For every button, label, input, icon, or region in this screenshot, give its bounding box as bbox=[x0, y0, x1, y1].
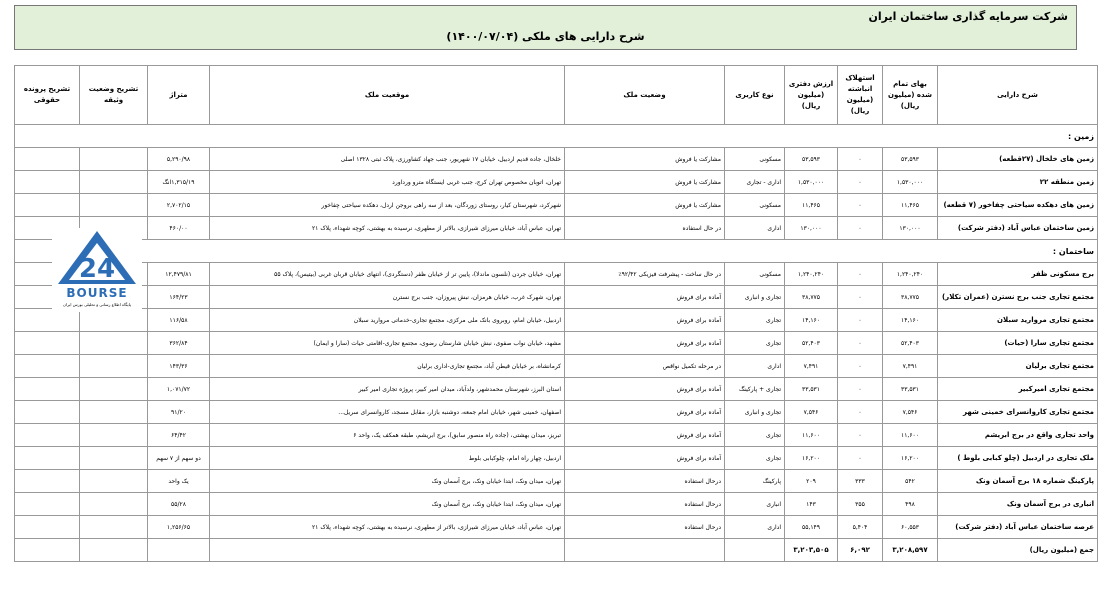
empty-cell bbox=[725, 539, 785, 562]
depreciation-cell: ۰ bbox=[838, 447, 883, 470]
asset-name: مجتمع تجاری برلیان bbox=[938, 355, 1098, 378]
area-cell: ۳۶۲/۸۴ bbox=[148, 332, 210, 355]
legal-cell bbox=[15, 355, 80, 378]
legal-cell bbox=[15, 194, 80, 217]
status-cell: در حال استفاده bbox=[565, 217, 725, 240]
book-value-cell: ۱۴,۱۶۰ bbox=[785, 309, 838, 332]
table-row bbox=[15, 516, 1098, 539]
company-name: شرکت سرمایه گذاری ساختمان ایران bbox=[868, 10, 1068, 23]
depreciation-cell: ۰ bbox=[838, 424, 883, 447]
asset-name: عرصه ساختمان عباس آباد (دفتر شرکت) bbox=[938, 516, 1098, 539]
status-cell: آماده برای فروش bbox=[565, 447, 725, 470]
location-cell: تهران، عباس آباد، خیابان میرزای شیرازی، بالاتر از مطهری، نرسیده به بهشتی، کوچه شهداء، پلاک ۲۱ bbox=[210, 217, 565, 240]
table-row bbox=[15, 332, 1098, 355]
status-cell: در مرحله تکمیل نواقص bbox=[565, 355, 725, 378]
depreciation-cell: ۰ bbox=[838, 194, 883, 217]
usage-cell: اداری bbox=[725, 355, 785, 378]
asset-name: مجتمع تجاری کاروانسرای خمینی شهر bbox=[938, 401, 1098, 424]
col-header: شرح دارایی bbox=[938, 66, 1098, 125]
empty-cell bbox=[148, 539, 210, 562]
col-header: تشریح پرونده حقوقی bbox=[15, 66, 80, 125]
col-header: متراژ bbox=[148, 66, 210, 125]
cost-cell: ۱۶,۲۰۰ bbox=[883, 447, 938, 470]
legal-cell bbox=[15, 424, 80, 447]
depreciation-cell: ۳۳۳ bbox=[838, 470, 883, 493]
collateral-cell bbox=[80, 516, 148, 539]
table-row bbox=[15, 194, 1098, 217]
section-title: ساختمان : bbox=[15, 240, 1098, 263]
col-header: استهلاک انباشته (میلیون ریال) bbox=[838, 66, 883, 125]
book-value-cell: ۵۵,۱۴۹ bbox=[785, 516, 838, 539]
book-value-cell: ۲۰۹ bbox=[785, 470, 838, 493]
asset-name: پارکینگ شماره ۱۸ برج آسمان ونک bbox=[938, 470, 1098, 493]
book-value-cell: ۱۴۳ bbox=[785, 493, 838, 516]
usage-cell: مسکونی bbox=[725, 263, 785, 286]
cost-cell: ۴۹۸ bbox=[883, 493, 938, 516]
depreciation-cell: ۰ bbox=[838, 217, 883, 240]
depreciation-cell: ۳۵۵ bbox=[838, 493, 883, 516]
collateral-cell bbox=[80, 355, 148, 378]
location-cell: تهران، میدان ونک، ابتدا خیابان ونک، برج آسمان ونک bbox=[210, 493, 565, 516]
location-cell: شهرکرد، شهرستان کیار، روستای زوردگان، بعد از سه راهی بروجن اردل، دهکده سیاحتی چفاخور bbox=[210, 194, 565, 217]
table-row bbox=[15, 171, 1098, 194]
col-header: نوع کاربری bbox=[725, 66, 785, 125]
usage-cell: تجاری و انباری bbox=[725, 286, 785, 309]
total-label: جمع (میلیون ریال) bbox=[938, 539, 1098, 562]
total-depreciation: ۶,۰۹۲ bbox=[838, 539, 883, 562]
empty-cell bbox=[80, 539, 148, 562]
location-cell: اصفهان، خمینی شهر، خیابان امام جمعه، دوشنبه بازار، مقابل مسجد، کاروانسرای سریل... bbox=[210, 401, 565, 424]
section-header-row bbox=[15, 240, 1098, 263]
depreciation-cell: ۰ bbox=[838, 378, 883, 401]
bourse24-logo-mark bbox=[52, 228, 142, 286]
area-cell: ۹۱/۲۰ bbox=[148, 401, 210, 424]
total-book-value: ۳,۲۰۳,۵۰۵ bbox=[785, 539, 838, 562]
depreciation-cell: ۰ bbox=[838, 401, 883, 424]
status-cell: مشارکت یا فروش bbox=[565, 148, 725, 171]
svg-text:24: 24 bbox=[78, 254, 116, 284]
status-cell: مشارکت یا فروش bbox=[565, 171, 725, 194]
location-cell: استان البرز، شهرستان محمدشهر، ولدآباد، میدان امیر کبیر، پروژه تجاری امیر کبیر bbox=[210, 378, 565, 401]
usage-cell: اداری bbox=[725, 516, 785, 539]
table-row bbox=[15, 148, 1098, 171]
section-title: زمین : bbox=[15, 125, 1098, 148]
status-cell: آماده برای فروش bbox=[565, 378, 725, 401]
report-subtitle: شرح دارایی های ملکی (۱۴۰۰/۰۷/۰۴) bbox=[446, 30, 645, 43]
usage-cell: تجاری bbox=[725, 424, 785, 447]
book-value-cell: ۱۶,۲۰۰ bbox=[785, 447, 838, 470]
legal-cell bbox=[15, 470, 80, 493]
location-cell: اردبیل، چهار راه امام، چلوکبابی بلوط bbox=[210, 447, 565, 470]
cost-cell: ۵۳,۵۹۳ bbox=[883, 148, 938, 171]
empty-cell bbox=[15, 539, 80, 562]
table-row bbox=[15, 355, 1098, 378]
asset-name: زمین های دهکده سیاحتی چفاخور (۷ قطعه) bbox=[938, 194, 1098, 217]
assets-table bbox=[14, 65, 1098, 562]
area-cell: ۱۱۶/۵۸ bbox=[148, 309, 210, 332]
depreciation-cell: ۰ bbox=[838, 263, 883, 286]
status-cell: درحال استفاده bbox=[565, 516, 725, 539]
location-cell: تهران، عباس آباد، خیابان میرزای شیرازی، بالاتر از مطهری، نرسیده به بهشتی، کوچه شهداء، پلاک ۲۱ bbox=[210, 516, 565, 539]
asset-name: زمین منطقه ۲۲ bbox=[938, 171, 1098, 194]
col-header: بهای تمام شده (میلیون ریال) bbox=[883, 66, 938, 125]
asset-name: برج مسکونی ظفر bbox=[938, 263, 1098, 286]
legal-cell bbox=[15, 401, 80, 424]
area-cell: ۱۲,۴۷۹/۸۱ bbox=[148, 263, 210, 286]
status-cell: آماده برای فروش bbox=[565, 286, 725, 309]
cost-cell: ۱۴,۱۶۰ bbox=[883, 309, 938, 332]
table-row bbox=[15, 217, 1098, 240]
table-row bbox=[15, 470, 1098, 493]
location-cell: تهران، شهرک غرب، خیابان هرمزان، نبش پیروزان، جنب برج نسترن bbox=[210, 286, 565, 309]
cost-cell: ۷,۵۴۶ bbox=[883, 401, 938, 424]
bourse24-logo bbox=[52, 228, 142, 312]
collateral-cell bbox=[80, 148, 148, 171]
depreciation-cell: ۰ bbox=[838, 332, 883, 355]
asset-name: زمین ساختمان عباس آباد (دفتر شرکت) bbox=[938, 217, 1098, 240]
depreciation-cell: ۰ bbox=[838, 355, 883, 378]
asset-name: ملک تجاری در اردبیل (چلو کبابی بلوط ) bbox=[938, 447, 1098, 470]
legal-cell bbox=[15, 516, 80, 539]
area-cell: ۱,۳۱۵/۱۹انگ bbox=[148, 171, 210, 194]
area-cell: ۵,۲۹۰/۹۸ bbox=[148, 148, 210, 171]
status-cell: آماده برای فروش bbox=[565, 309, 725, 332]
book-value-cell: ۵۲,۴۰۳ bbox=[785, 332, 838, 355]
legal-cell bbox=[15, 378, 80, 401]
usage-cell: اداری - تجاری bbox=[725, 171, 785, 194]
book-value-cell: ۳۳,۵۳۱ bbox=[785, 378, 838, 401]
usage-cell: تجاری + پارکینگ bbox=[725, 378, 785, 401]
cost-cell: ۱۱,۴۶۵ bbox=[883, 194, 938, 217]
table-row bbox=[15, 378, 1098, 401]
cost-cell: ۱۳۰,۰۰۰ bbox=[883, 217, 938, 240]
table-header-row bbox=[15, 66, 1098, 125]
table-row bbox=[15, 401, 1098, 424]
area-cell: یک واحد bbox=[148, 470, 210, 493]
cost-cell: ۱,۲۴۰,۲۴۰ bbox=[883, 263, 938, 286]
book-value-cell: ۷,۴۹۱ bbox=[785, 355, 838, 378]
col-header: ارزش دفتری (میلیون ریال) bbox=[785, 66, 838, 125]
location-cell: تهران، میدان ونک، ابتدا خیابان ونک، برج آسمان ونک bbox=[210, 470, 565, 493]
asset-name: مجتمع تجاری مروارید سبلان bbox=[938, 309, 1098, 332]
col-header: موقعیت ملک bbox=[210, 66, 565, 125]
legal-cell bbox=[15, 447, 80, 470]
bourse24-logo-name: BOURSE bbox=[66, 286, 128, 300]
book-value-cell: ۱,۵۳۰,۰۰۰ bbox=[785, 171, 838, 194]
area-cell: ۲,۷۰۲/۱۵ bbox=[148, 194, 210, 217]
usage-cell: پارکینگ bbox=[725, 470, 785, 493]
total-row bbox=[15, 539, 1098, 562]
book-value-cell: ۱,۲۴۰,۲۴۰ bbox=[785, 263, 838, 286]
cost-cell: ۷,۴۹۱ bbox=[883, 355, 938, 378]
table-row bbox=[15, 263, 1098, 286]
usage-cell: تجاری bbox=[725, 447, 785, 470]
cost-cell: ۵۲,۴۰۳ bbox=[883, 332, 938, 355]
status-cell: آماده برای فروش bbox=[565, 401, 725, 424]
status-cell: آماده برای فروش bbox=[565, 332, 725, 355]
report-header bbox=[14, 5, 1077, 50]
legal-cell bbox=[15, 148, 80, 171]
book-value-cell: ۳۸,۷۷۵ bbox=[785, 286, 838, 309]
area-cell: ۱۶۴/۲۳ bbox=[148, 286, 210, 309]
usage-cell: مسکونی bbox=[725, 194, 785, 217]
collateral-cell bbox=[80, 470, 148, 493]
usage-cell: انباری bbox=[725, 493, 785, 516]
usage-cell: تجاری bbox=[725, 332, 785, 355]
collateral-cell bbox=[80, 378, 148, 401]
col-header: وضعیت ملک bbox=[565, 66, 725, 125]
bourse24-logo-tagline: پایگاه اطلاع رسانی و تحلیلی بورس ایران bbox=[63, 302, 131, 307]
asset-name: واحد تجاری واقع در برج ابریشم bbox=[938, 424, 1098, 447]
cost-cell: ۱,۵۳۰,۰۰۰ bbox=[883, 171, 938, 194]
area-cell: دو سهم از ۷ سهم bbox=[148, 447, 210, 470]
usage-cell: تجاری bbox=[725, 309, 785, 332]
area-cell: ۱۴۳/۳۶ bbox=[148, 355, 210, 378]
table-row bbox=[15, 447, 1098, 470]
total-cost: ۳,۲۰۸,۵۹۷ bbox=[883, 539, 938, 562]
asset-name: مجتمع تجاری سارا (حیات) bbox=[938, 332, 1098, 355]
book-value-cell: ۵۳,۵۹۳ bbox=[785, 148, 838, 171]
area-cell: ۶۴/۴۲ bbox=[148, 424, 210, 447]
depreciation-cell: ۵,۴۰۴ bbox=[838, 516, 883, 539]
table-row bbox=[15, 424, 1098, 447]
col-header: تشریح وضعیت وثیقه bbox=[80, 66, 148, 125]
usage-cell: تجاری و انباری bbox=[725, 401, 785, 424]
cost-cell: ۶۰,۵۵۳ bbox=[883, 516, 938, 539]
legal-cell bbox=[15, 493, 80, 516]
area-cell: ۱,۰۷۱/۷۲ bbox=[148, 378, 210, 401]
location-cell: تهران، اتوبان مخصوص تهران کرج، جنب غربی ایستگاه مترو ورداورد bbox=[210, 171, 565, 194]
collateral-cell bbox=[80, 194, 148, 217]
location-cell: اردبیل، خیابان امام، روبروی بانک ملی مرکزی، مجتمع تجاری-خدماتی مروارید سبلان bbox=[210, 309, 565, 332]
book-value-cell: ۷,۵۴۶ bbox=[785, 401, 838, 424]
asset-name: زمین های خلخال (۲۷قطعه) bbox=[938, 148, 1098, 171]
collateral-cell bbox=[80, 493, 148, 516]
asset-name: انباری در برج آسمان ونک bbox=[938, 493, 1098, 516]
book-value-cell: ۱۱,۶۰۰ bbox=[785, 424, 838, 447]
table-row bbox=[15, 309, 1098, 332]
depreciation-cell: ۰ bbox=[838, 309, 883, 332]
status-cell: در حال ساخت - پیشرفت فیزیکی ۹۲/۴۲٪ bbox=[565, 263, 725, 286]
collateral-cell bbox=[80, 332, 148, 355]
status-cell: درحال استفاده bbox=[565, 493, 725, 516]
depreciation-cell: ۰ bbox=[838, 148, 883, 171]
cost-cell: ۱۱,۶۰۰ bbox=[883, 424, 938, 447]
asset-name: مجتمع تجاری امیرکبیر bbox=[938, 378, 1098, 401]
status-cell: مشارکت یا فروش bbox=[565, 194, 725, 217]
area-cell: ۵۵/۲۸ bbox=[148, 493, 210, 516]
location-cell: خلخال، جاده قدیم اردبیل، خیابان ۱۷ شهریور، جنب جهاد کشاورزی، پلاک ثبتی ۱۳۲۸ اصلی bbox=[210, 148, 565, 171]
collateral-cell bbox=[80, 401, 148, 424]
book-value-cell: ۱۳۰,۰۰۰ bbox=[785, 217, 838, 240]
location-cell: کرمانشاه، بر خیابان قیطن آباد، مجتمع تجاری-اداری برلیان bbox=[210, 355, 565, 378]
table-row bbox=[15, 493, 1098, 516]
usage-cell: مسکونی bbox=[725, 148, 785, 171]
collateral-cell bbox=[80, 447, 148, 470]
legal-cell bbox=[15, 171, 80, 194]
collateral-cell bbox=[80, 424, 148, 447]
depreciation-cell: ۰ bbox=[838, 171, 883, 194]
book-value-cell: ۱۱,۴۶۵ bbox=[785, 194, 838, 217]
cost-cell: ۵۴۲ bbox=[883, 470, 938, 493]
area-cell: ۴۶۰/۰۰ bbox=[148, 217, 210, 240]
status-cell: آماده برای فروش bbox=[565, 424, 725, 447]
empty-cell bbox=[210, 539, 565, 562]
status-cell: درحال استفاده bbox=[565, 470, 725, 493]
cost-cell: ۳۳,۵۳۱ bbox=[883, 378, 938, 401]
empty-cell bbox=[565, 539, 725, 562]
section-header-row bbox=[15, 125, 1098, 148]
table-row bbox=[15, 286, 1098, 309]
cost-cell: ۳۸,۷۷۵ bbox=[883, 286, 938, 309]
legal-cell bbox=[15, 332, 80, 355]
area-cell: ۱,۲۵۶/۶۵ bbox=[148, 516, 210, 539]
location-cell: مشهد، خیابان نواب صفوی، نبش خیابان شارستان رضوی، مجتمع تجاری-اقامتی حیات (سارا و ایمان) bbox=[210, 332, 565, 355]
location-cell: تبریز، میدان بهشتی، (جاده راه منصور سابق)، برج ابریشم، طبقه همکف یک، واحد ۶ bbox=[210, 424, 565, 447]
depreciation-cell: ۰ bbox=[838, 286, 883, 309]
usage-cell: اداری bbox=[725, 217, 785, 240]
location-cell: تهران، خیابان جردن (نلسون ماندلا)، پایین تر از خیابان ظفر (دستگردی)، انتهای خیابان قربان غربی (بیتیس)، پلاک ۵۵ bbox=[210, 263, 565, 286]
asset-name: مجتمع تجاری جنب برج نسترن (عمران تکلار) bbox=[938, 286, 1098, 309]
collateral-cell bbox=[80, 171, 148, 194]
